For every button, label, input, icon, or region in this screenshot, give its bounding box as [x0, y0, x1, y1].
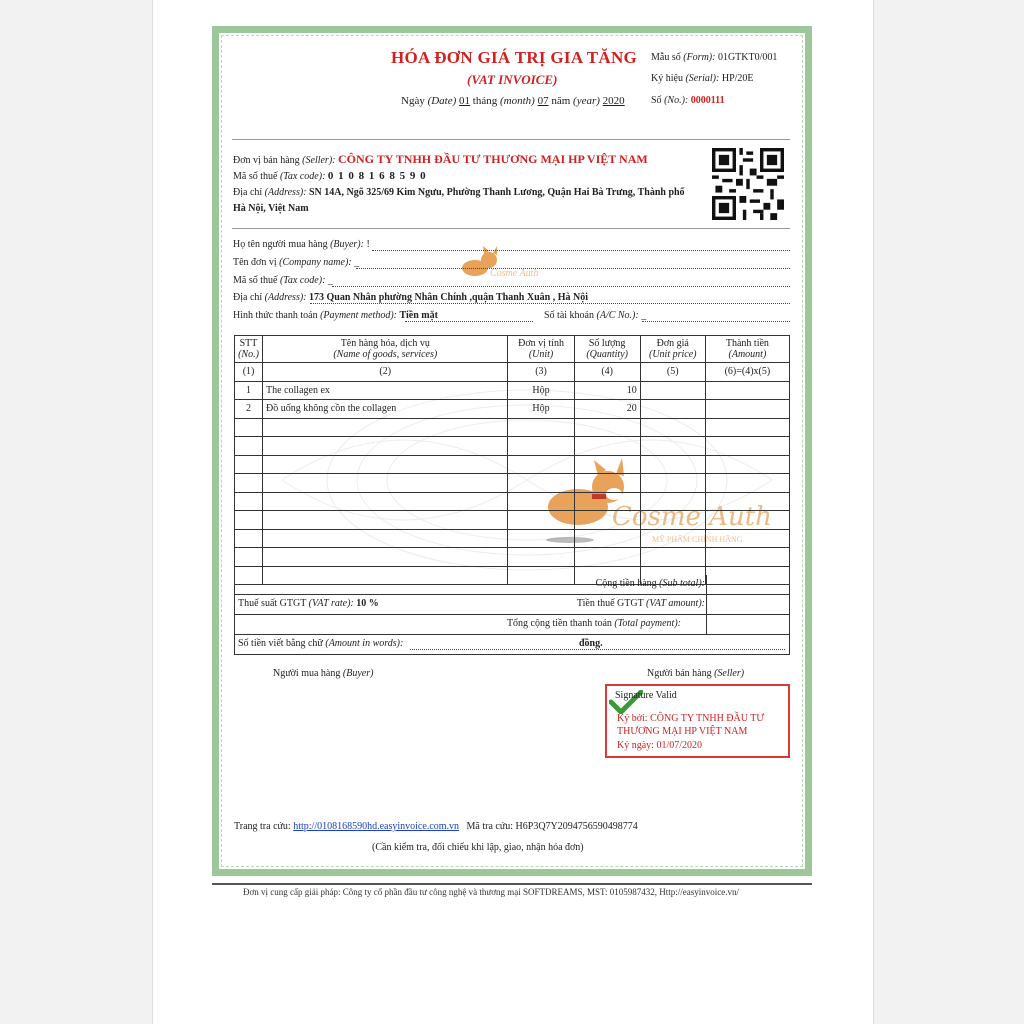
subtotal-row: Cộng tiền hàng (Sub total): — [234, 575, 790, 595]
date-month: 07 — [537, 95, 549, 107]
watermark-brand-small: Cosme Auth — [490, 268, 539, 279]
buyer-payment-row: Hình thức thanh toán (Payment method): Tiền mặt — [233, 310, 438, 321]
buyer-name-row: Họ tên người mua hàng (Buyer): ! — [233, 239, 370, 250]
table-row-empty — [235, 418, 790, 437]
signed-by-line1: Ký bởi: CÔNG TY TNHH ĐẦU TƯ — [617, 713, 765, 724]
watermark-tagline: MỸ PHẨM CHÍNH HÃNG — [652, 535, 743, 544]
watermark-brand: Cosme Auth — [612, 502, 772, 532]
form-number: Mẫu số (Form): 01GTKT0/001 — [651, 52, 778, 63]
words-row: Số tiền viết bằng chữ (Amount in words): đồng. — [234, 635, 790, 655]
buyer-company-row: Tên đơn vị (Company name): _ — [233, 257, 360, 268]
table-row-empty — [235, 511, 790, 530]
seller-signature-label: Người bán hàng (Seller) — [647, 668, 745, 679]
footer-divider — [212, 883, 812, 885]
table-row-empty — [235, 455, 790, 474]
seller-address-row: Địa chỉ (Address): SN 14A, Ngõ 325/69 Kim Ngưu, Phường Thanh Lương, Quận Hai Bà Trưng, Thành phố — [233, 187, 685, 198]
seller-name-row: Đơn vị bán hàng (Seller): CÔNG TY TNHH ĐẦU TƯ THƯƠNG MẠI HP VIỆT NAM — [233, 152, 648, 166]
column-header: Số lượng (Quantity) — [574, 336, 640, 363]
table-row-empty — [235, 474, 790, 493]
provider-info: Đơn vị cung cấp giải pháp: Công ty cổ phần đầu tư công nghệ và thương mại SOFTDREAMS, MST: 0105987432, Http://easyinvoice.vn/ — [243, 887, 740, 897]
total-row: Tổng cộng tiền thanh toán (Total payment): — [234, 615, 790, 635]
header-divider — [232, 139, 790, 140]
column-header: Đơn vị tính (Unit) — [508, 336, 574, 363]
column-header: Đơn giá (Unit price) — [640, 336, 705, 363]
table-row-empty — [235, 529, 790, 548]
signed-by-line2: THƯƠNG MẠI HP VIỆT NAM — [617, 726, 748, 737]
column-header: Tên hàng hóa, dịch vụ (Name of goods, services) — [263, 336, 508, 363]
buyer-signature-label: Người mua hàng (Buyer) — [273, 668, 374, 679]
signed-date: Ký ngày: 01/07/2020 — [617, 740, 703, 751]
buyer-address-row: Địa chỉ (Address): 173 Quan Nhân phường Nhân Chính ,quận Thanh Xuân , Hà Nội — [233, 292, 588, 303]
date-day: 01 — [459, 95, 471, 107]
invoice-date: Ngày (Date) 01 tháng (month) 07 năm (year) 2020 — [401, 95, 625, 107]
invoice-number: Số (No.): 0000111 — [651, 95, 725, 106]
verification-note: (Cần kiểm tra, đối chiếu khi lập, giao, nhận hóa đơn) — [372, 842, 584, 853]
buyer-tax-row: Mã số thuế (Tax code): _ — [233, 275, 333, 286]
table-row: 2 Đồ uống không cồn the collagen Hộp 20 — [235, 400, 790, 419]
digital-signature-box — [605, 684, 790, 758]
qr-code — [712, 148, 784, 220]
signature-valid-text: Signature Valid — [615, 690, 677, 701]
seller-divider — [232, 228, 790, 229]
table-row-empty — [235, 492, 790, 511]
lookup-row: Trang tra cứu: http://0108168590hd.easyinvoice.com.vn Mã tra cứu: H6P3Q7Y2094756590498774 — [234, 821, 638, 832]
buyer-account-row: Số tài khoản (A/C No.): _ — [544, 310, 647, 321]
items-table — [234, 335, 790, 585]
lookup-link[interactable]: http://0108168590hd.easyinvoice.com.vn — [293, 821, 460, 832]
column-header: Thành tiền (Amount) — [705, 336, 789, 363]
table-row-empty — [235, 437, 790, 456]
invoice-title: HÓA ĐƠN GIÁ TRỊ GIA TĂNG — [391, 48, 638, 67]
seller-address-line2: Hà Nội, Việt Nam — [233, 203, 309, 214]
table-row: 1 The collagen ex Hộp 10 — [235, 381, 790, 400]
table-row-empty — [235, 548, 790, 567]
serial-number: Ký hiệu (Serial): HP/20E — [651, 73, 754, 84]
column-header: STT (No.) — [235, 336, 263, 363]
seller-tax-row: Mã số thuế (Tax code): 0 1 0 8 1 6 8 5 9 0 — [233, 170, 427, 182]
table-header-row — [235, 336, 790, 363]
date-year: 2020 — [602, 95, 625, 107]
column-number-row: (1) (2) (3) (4) (5) (6)=(4)x(5) — [235, 363, 790, 382]
invoice-subtitle: (VAT INVOICE) — [467, 72, 558, 87]
vat-row: Thuế suất GTGT (VAT rate): 10 % Tiền thuế GTGT (VAT amount): — [234, 595, 790, 615]
